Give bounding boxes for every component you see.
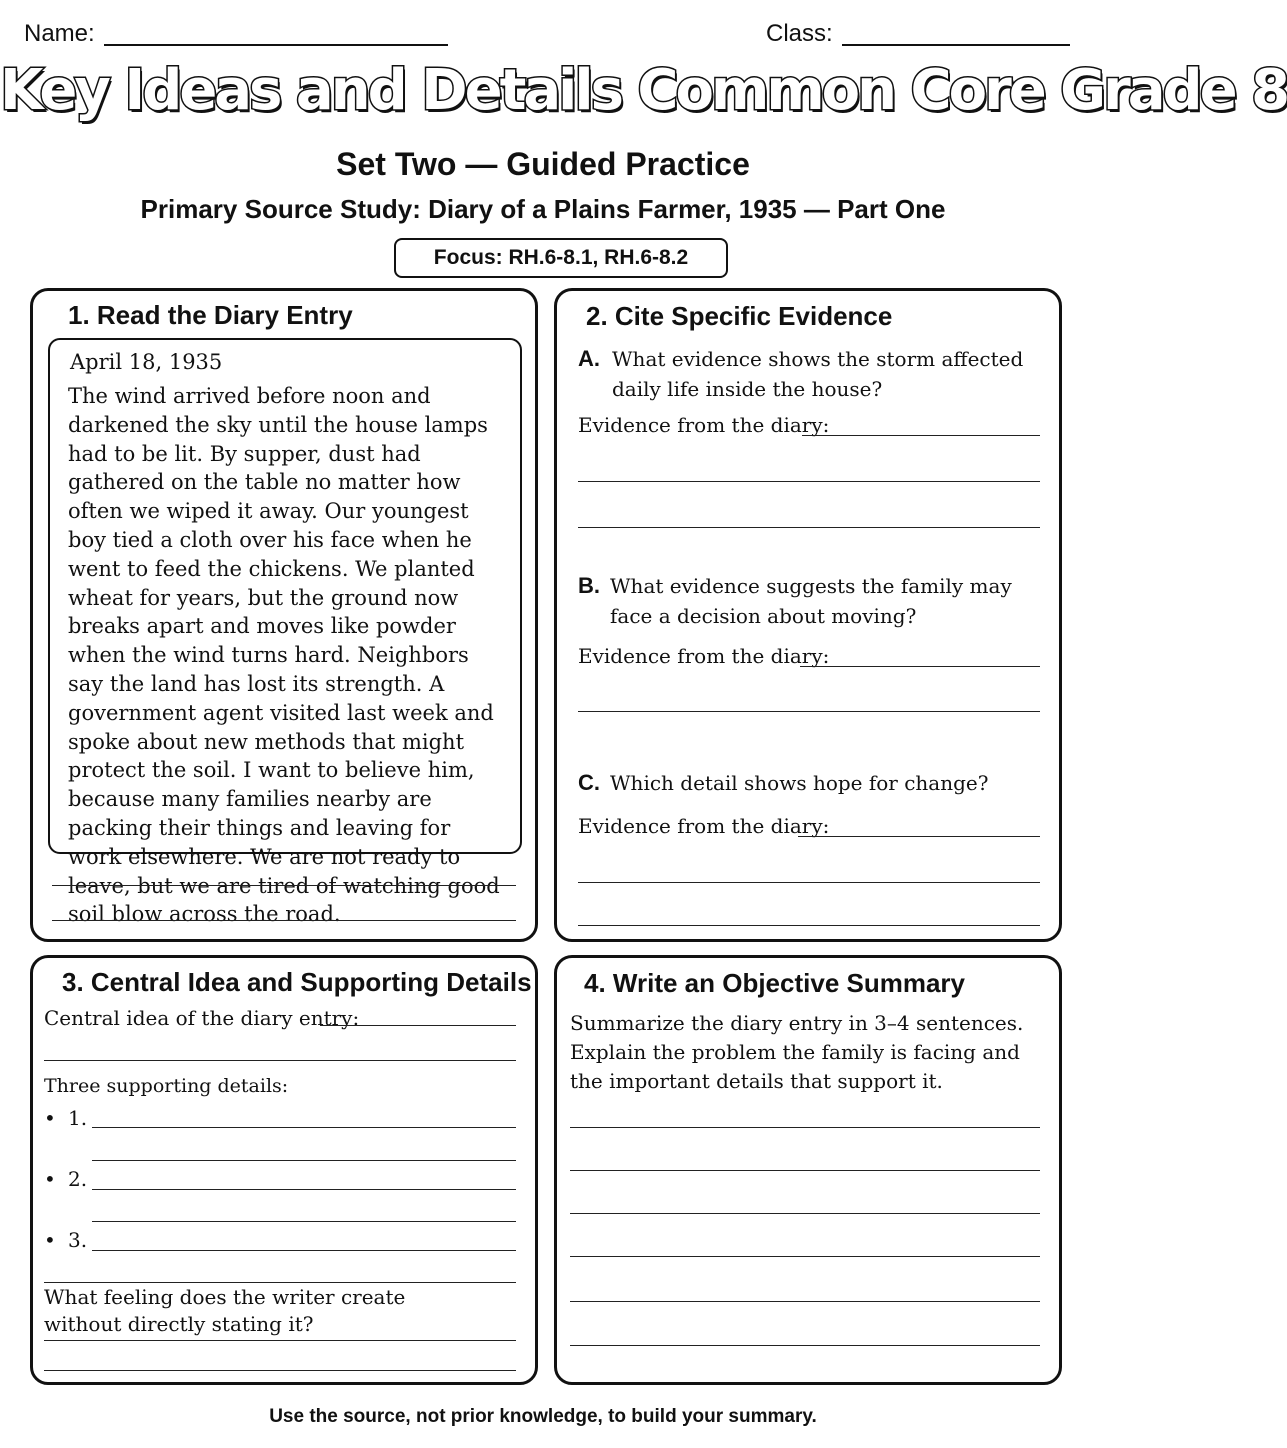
bullet-dot: • — [44, 1167, 56, 1191]
summary-line[interactable] — [570, 1345, 1040, 1346]
section1-title: 1. Read the Diary Entry — [68, 300, 353, 330]
feeling-question: What feeling does the writer create without directly stating it? — [44, 1285, 406, 1336]
answer-line[interactable] — [578, 711, 1040, 712]
answer-line[interactable] — [578, 481, 1040, 482]
detail-number-1: 1. — [68, 1106, 88, 1130]
section3-title: 3. Central Idea and Supporting Details — [62, 967, 532, 997]
answer-line[interactable] — [52, 885, 516, 886]
detail-number-3: 3. — [68, 1228, 88, 1252]
answer-line[interactable] — [578, 925, 1040, 926]
answer-line[interactable] — [44, 1060, 516, 1061]
evidence-label-a: Evidence from the diary: — [578, 413, 830, 437]
worksheet-subtitle: Set Two — Guided Practice — [336, 146, 750, 182]
section2-title: 2. Cite Specific Evidence — [586, 301, 893, 331]
summary-line[interactable] — [570, 1256, 1040, 1257]
evidence-label-c: Evidence from the diary: — [578, 814, 830, 838]
diary-date: April 18, 1935 — [70, 350, 223, 374]
detail-line-3[interactable] — [92, 1250, 516, 1251]
footer-note: Use the source, not prior knowledge, to build your summary. — [269, 1406, 817, 1427]
detail-line-1[interactable] — [92, 1127, 516, 1128]
answer-line[interactable] — [44, 1340, 516, 1341]
question-b-letter: B. — [578, 573, 600, 598]
question-b-text: What evidence suggests the family may face a decision about moving? — [610, 574, 1012, 628]
bullet-dot: • — [44, 1106, 56, 1130]
answer-line[interactable] — [578, 527, 1040, 528]
question-c-letter: C. — [578, 770, 600, 795]
detail-line-3b[interactable] — [44, 1282, 516, 1283]
answer-line[interactable] — [578, 882, 1040, 883]
question-a-letter: A. — [578, 346, 600, 371]
summary-line[interactable] — [570, 1213, 1040, 1214]
summary-line[interactable] — [570, 1301, 1040, 1302]
summary-line[interactable] — [570, 1127, 1040, 1128]
diary-entry-box — [48, 338, 522, 927]
central-idea-label: Central idea of the diary entry: — [44, 1006, 360, 1030]
evidence-line-c[interactable] — [798, 836, 1040, 837]
detail-number-2: 2. — [68, 1167, 88, 1191]
focus-standards-badge: Focus: RH.6-8.1, RH.6-8.2 — [394, 238, 728, 278]
source-title: Primary Source Study: Diary of a Plains Farmer, 1935 — Part One — [140, 194, 946, 224]
section4-title: 4. Write an Objective Summary — [584, 968, 965, 998]
class-label: Class: — [766, 20, 833, 47]
name-label: Name: — [24, 20, 95, 47]
evidence-line-b[interactable] — [800, 666, 1040, 667]
central-idea-line[interactable] — [320, 1025, 516, 1026]
evidence-label-b: Evidence from the diary: — [578, 644, 830, 668]
bullet-dot: • — [44, 1228, 56, 1252]
class-field-line[interactable] — [842, 44, 1070, 46]
summary-prompt: Summarize the diary entry in 3–4 sentences. Explain the problem the family is facing and the important details that support it. — [570, 1011, 1024, 1093]
answer-line[interactable] — [52, 920, 516, 921]
detail-line-1b[interactable] — [92, 1160, 516, 1161]
question-c-text: Which detail shows hope for change? — [610, 771, 989, 795]
evidence-line-a[interactable] — [802, 435, 1040, 436]
summary-line[interactable] — [570, 1170, 1040, 1171]
detail-line-2[interactable] — [92, 1189, 516, 1190]
worksheet-title: Key Ideas and Details Common Core Grade 8 — [0, 58, 1287, 123]
question-a-text: What evidence shows the storm affected daily life inside the house? — [612, 347, 1024, 401]
diary-text: The wind arrived before noon and darkened the sky until the house lamps had to be lit. By supper, dust had gathered on the table no matter how often we wiped it away. Our youngest boy tied a cloth over his face when he went to feed the chickens. We planted wheat for years, but the ground now breaks apart and moves like powder when the wind turns hard. Neighbors say the land has lost its strength. A government agent visited last week and spoke about new methods that might protect the soil. I want to believe him, because many families nearby are packing their things and leaving for work elsewhere. We are not ready to leave, but we are tired of watching good soil blow across the road. — [68, 384, 500, 927]
answer-line[interactable] — [44, 1370, 516, 1371]
detail-line-2b[interactable] — [92, 1221, 516, 1222]
name-field-line[interactable] — [104, 44, 448, 46]
supporting-details-label: Three supporting details: — [44, 1075, 289, 1097]
